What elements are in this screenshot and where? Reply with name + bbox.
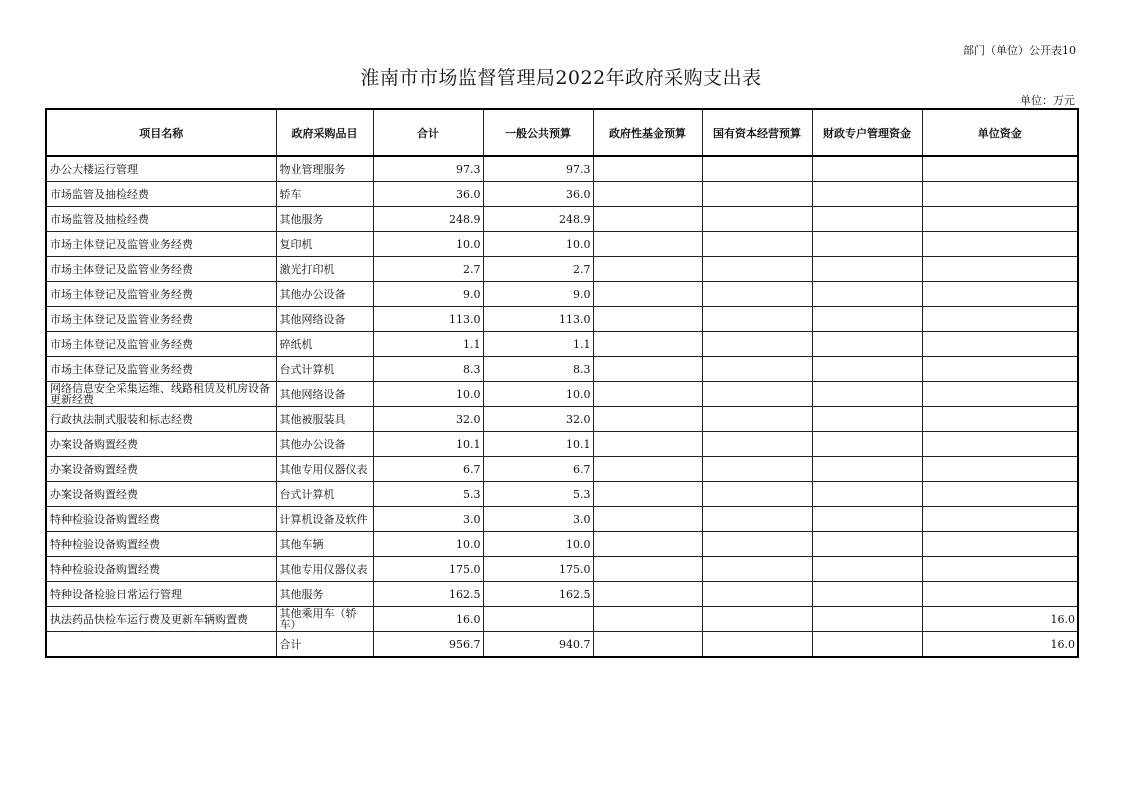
general-budget-cell: 97.3 — [483, 156, 593, 182]
unit-fund-cell — [922, 507, 1078, 532]
table-row — [46, 182, 1078, 207]
gov-fund-budget-cell — [593, 432, 702, 457]
special-account-fund-cell — [812, 332, 922, 357]
special-account-fund-cell — [812, 532, 922, 557]
total-cell: 9.0 — [373, 282, 483, 307]
gov-fund-budget-cell — [593, 382, 702, 407]
gov-fund-budget-cell — [593, 257, 702, 282]
total-cell: 2.7 — [373, 257, 483, 282]
gov-fund-budget-cell — [593, 507, 702, 532]
table-row — [46, 282, 1078, 307]
general-budget-cell: 113.0 — [483, 307, 593, 332]
project-name-cell: 市场主体登记及监管业务经费 — [46, 282, 276, 307]
special-account-fund-cell — [812, 507, 922, 532]
total-cell: 16.0 — [373, 607, 483, 632]
procurement-item-cell: 其他办公设备 — [276, 282, 373, 307]
special-account-fund-cell — [812, 257, 922, 282]
project-name-cell: 市场主体登记及监管业务经费 — [46, 357, 276, 382]
general-budget-cell: 175.0 — [483, 557, 593, 582]
gov-fund-budget-cell — [593, 307, 702, 332]
gov-fund-budget-cell — [593, 182, 702, 207]
total-cell: 97.3 — [373, 156, 483, 182]
total-cell: 248.9 — [373, 207, 483, 232]
unit-fund-cell — [922, 557, 1078, 582]
general-budget-cell: 940.7 — [483, 632, 593, 658]
procurement-item-cell: 其他车辆 — [276, 532, 373, 557]
gov-fund-budget-cell — [593, 557, 702, 582]
special-account-fund-cell — [812, 232, 922, 257]
procurement-item-cell: 复印机 — [276, 232, 373, 257]
state-capital-budget-cell — [702, 482, 812, 507]
general-budget-cell: 8.3 — [483, 357, 593, 382]
special-account-fund-cell — [812, 482, 922, 507]
gov-fund-budget-cell — [593, 632, 702, 658]
project-name-cell: 市场主体登记及监管业务经费 — [46, 332, 276, 357]
unit-fund-cell — [922, 482, 1078, 507]
state-capital-budget-cell — [702, 156, 812, 182]
project-name-cell: 执法药品快检车运行费及更新车辆购置费 — [46, 607, 276, 632]
state-capital-budget-cell — [702, 632, 812, 658]
column-header-procurement-item: 政府采购品目 — [276, 109, 373, 156]
gov-fund-budget-cell — [593, 332, 702, 357]
table-row — [46, 557, 1078, 582]
special-account-fund-cell — [812, 357, 922, 382]
table-row — [46, 332, 1078, 357]
state-capital-budget-cell — [702, 607, 812, 632]
project-name-cell: 市场主体登记及监管业务经费 — [46, 307, 276, 332]
gov-fund-budget-cell — [593, 457, 702, 482]
state-capital-budget-cell — [702, 507, 812, 532]
table-row — [46, 507, 1078, 532]
unit-fund-cell — [922, 382, 1078, 407]
special-account-fund-cell — [812, 582, 922, 607]
gov-fund-budget-cell — [593, 582, 702, 607]
table-row — [46, 357, 1078, 382]
unit-fund-cell — [922, 407, 1078, 432]
state-capital-budget-cell — [702, 357, 812, 382]
table-row — [46, 257, 1078, 282]
general-budget-cell: 36.0 — [483, 182, 593, 207]
unit-fund-cell: 16.0 — [922, 607, 1078, 632]
gov-fund-budget-cell — [593, 357, 702, 382]
gov-fund-budget-cell — [593, 482, 702, 507]
gov-fund-budget-cell — [593, 207, 702, 232]
unit-fund-cell — [922, 282, 1078, 307]
table-row — [46, 532, 1078, 557]
unit-fund-cell — [922, 307, 1078, 332]
project-name-cell: 特种检验设备购置经费 — [46, 557, 276, 582]
table-header-row — [46, 109, 1078, 156]
gov-fund-budget-cell — [593, 532, 702, 557]
unit-fund-cell — [922, 207, 1078, 232]
project-name-cell: 特种设备检验日常运行管理 — [46, 582, 276, 607]
unit-fund-cell — [922, 232, 1078, 257]
state-capital-budget-cell — [702, 582, 812, 607]
procurement-item-cell: 物业管理服务 — [276, 156, 373, 182]
state-capital-budget-cell — [702, 232, 812, 257]
unit-fund-cell — [922, 257, 1078, 282]
table-row — [46, 232, 1078, 257]
page-title: 淮南市市场监督管理局2022年政府采购支出表 — [360, 67, 762, 89]
project-name-cell: 市场主体登记及监管业务经费 — [46, 232, 276, 257]
procurement-item-cell: 台式计算机 — [276, 357, 373, 382]
column-header-project-name: 项目名称 — [46, 109, 276, 156]
project-name-cell: 市场监管及抽检经费 — [46, 207, 276, 232]
unit-fund-cell — [922, 357, 1078, 382]
gov-fund-budget-cell — [593, 156, 702, 182]
column-header-gov-fund-budget: 政府性基金预算 — [593, 109, 702, 156]
table-row — [46, 607, 1078, 632]
general-budget-cell: 248.9 — [483, 207, 593, 232]
total-cell: 956.7 — [373, 632, 483, 658]
project-name-cell: 行政执法制式服装和标志经费 — [46, 407, 276, 432]
procurement-item-cell: 碎纸机 — [276, 332, 373, 357]
total-cell: 10.0 — [373, 382, 483, 407]
special-account-fund-cell — [812, 557, 922, 582]
special-account-fund-cell — [812, 407, 922, 432]
special-account-fund-cell — [812, 632, 922, 658]
table-row — [46, 407, 1078, 432]
form-number: 部门（单位）公开表10 — [963, 44, 1076, 57]
project-name-cell: 办案设备购置经费 — [46, 482, 276, 507]
unit-fund-cell — [922, 582, 1078, 607]
special-account-fund-cell — [812, 282, 922, 307]
general-budget-cell: 32.0 — [483, 407, 593, 432]
table-row — [46, 432, 1078, 457]
state-capital-budget-cell — [702, 432, 812, 457]
procurement-item-cell: 其他专用仪器仪表 — [276, 557, 373, 582]
general-budget-cell: 1.1 — [483, 332, 593, 357]
total-cell: 8.3 — [373, 357, 483, 382]
unit-fund-cell — [922, 457, 1078, 482]
state-capital-budget-cell — [702, 207, 812, 232]
procurement-item-cell: 其他乘用车（轿车） — [276, 607, 373, 632]
table-row — [46, 156, 1078, 182]
total-cell: 10.0 — [373, 532, 483, 557]
procurement-item-cell: 其他办公设备 — [276, 432, 373, 457]
project-name-cell: 特种检验设备购置经费 — [46, 507, 276, 532]
total-cell: 6.7 — [373, 457, 483, 482]
general-budget-cell: 10.1 — [483, 432, 593, 457]
general-budget-cell: 10.0 — [483, 532, 593, 557]
table-row — [46, 382, 1078, 407]
column-header-total: 合计 — [373, 109, 483, 156]
special-account-fund-cell — [812, 607, 922, 632]
general-budget-cell: 3.0 — [483, 507, 593, 532]
special-account-fund-cell — [812, 457, 922, 482]
general-budget-cell: 6.7 — [483, 457, 593, 482]
project-name-cell: 市场监管及抽检经费 — [46, 182, 276, 207]
state-capital-budget-cell — [702, 282, 812, 307]
general-budget-cell: 162.5 — [483, 582, 593, 607]
project-name-cell: 网络信息安全采集运维、线路租赁及机房设备更新经费 — [46, 382, 276, 407]
state-capital-budget-cell — [702, 182, 812, 207]
table-row — [46, 457, 1078, 482]
gov-fund-budget-cell — [593, 232, 702, 257]
project-name-cell: 市场主体登记及监管业务经费 — [46, 257, 276, 282]
total-cell: 1.1 — [373, 332, 483, 357]
total-cell: 32.0 — [373, 407, 483, 432]
state-capital-budget-cell — [702, 532, 812, 557]
total-cell: 113.0 — [373, 307, 483, 332]
procurement-item-cell: 轿车 — [276, 182, 373, 207]
table-body — [46, 156, 1078, 657]
procurement-item-cell: 激光打印机 — [276, 257, 373, 282]
procurement-item-cell: 其他网络设备 — [276, 382, 373, 407]
general-budget-cell: 2.7 — [483, 257, 593, 282]
project-name-cell: 办案设备购置经费 — [46, 457, 276, 482]
special-account-fund-cell — [812, 207, 922, 232]
procurement-item-cell: 计算机设备及软件 — [276, 507, 373, 532]
total-cell: 162.5 — [373, 582, 483, 607]
unit-fund-cell: 16.0 — [922, 632, 1078, 658]
table-row — [46, 582, 1078, 607]
project-name-cell — [46, 632, 276, 658]
procurement-item-cell: 其他网络设备 — [276, 307, 373, 332]
table-row — [46, 482, 1078, 507]
special-account-fund-cell — [812, 307, 922, 332]
general-budget-cell: 10.0 — [483, 382, 593, 407]
general-budget-cell: 5.3 — [483, 482, 593, 507]
state-capital-budget-cell — [702, 332, 812, 357]
total-row — [46, 632, 1078, 658]
state-capital-budget-cell — [702, 307, 812, 332]
special-account-fund-cell — [812, 156, 922, 182]
total-cell: 10.0 — [373, 232, 483, 257]
column-header-general-budget: 一般公共预算 — [483, 109, 593, 156]
total-cell: 10.1 — [373, 432, 483, 457]
total-cell: 5.3 — [373, 482, 483, 507]
state-capital-budget-cell — [702, 257, 812, 282]
table-row — [46, 307, 1078, 332]
procurement-item-cell: 其他被服装具 — [276, 407, 373, 432]
project-name-cell: 办公大楼运行管理 — [46, 156, 276, 182]
total-cell: 3.0 — [373, 507, 483, 532]
unit-fund-cell — [922, 532, 1078, 557]
unit-fund-cell — [922, 156, 1078, 182]
general-budget-cell: 10.0 — [483, 232, 593, 257]
general-budget-cell: 9.0 — [483, 282, 593, 307]
state-capital-budget-cell — [702, 382, 812, 407]
special-account-fund-cell — [812, 182, 922, 207]
column-header-state-capital-budget: 国有资本经营预算 — [702, 109, 812, 156]
total-cell: 175.0 — [373, 557, 483, 582]
project-name-cell: 特种检验设备购置经费 — [46, 532, 276, 557]
unit-label: 单位：万元 — [1020, 94, 1075, 107]
column-header-special-account-fund: 财政专户管理资金 — [812, 109, 922, 156]
procurement-item-cell: 合计 — [276, 632, 373, 658]
state-capital-budget-cell — [702, 457, 812, 482]
procurement-item-cell: 其他专用仪器仪表 — [276, 457, 373, 482]
unit-fund-cell — [922, 332, 1078, 357]
state-capital-budget-cell — [702, 407, 812, 432]
procurement-table — [45, 108, 1079, 658]
procurement-item-cell: 其他服务 — [276, 207, 373, 232]
procurement-item-cell: 其他服务 — [276, 582, 373, 607]
unit-fund-cell — [922, 182, 1078, 207]
state-capital-budget-cell — [702, 557, 812, 582]
total-cell: 36.0 — [373, 182, 483, 207]
gov-fund-budget-cell — [593, 282, 702, 307]
table-row — [46, 207, 1078, 232]
unit-fund-cell — [922, 432, 1078, 457]
general-budget-cell — [483, 607, 593, 632]
column-header-unit-fund: 单位资金 — [922, 109, 1078, 156]
special-account-fund-cell — [812, 432, 922, 457]
special-account-fund-cell — [812, 382, 922, 407]
gov-fund-budget-cell — [593, 407, 702, 432]
project-name-cell: 办案设备购置经费 — [46, 432, 276, 457]
procurement-item-cell: 台式计算机 — [276, 482, 373, 507]
gov-fund-budget-cell — [593, 607, 702, 632]
